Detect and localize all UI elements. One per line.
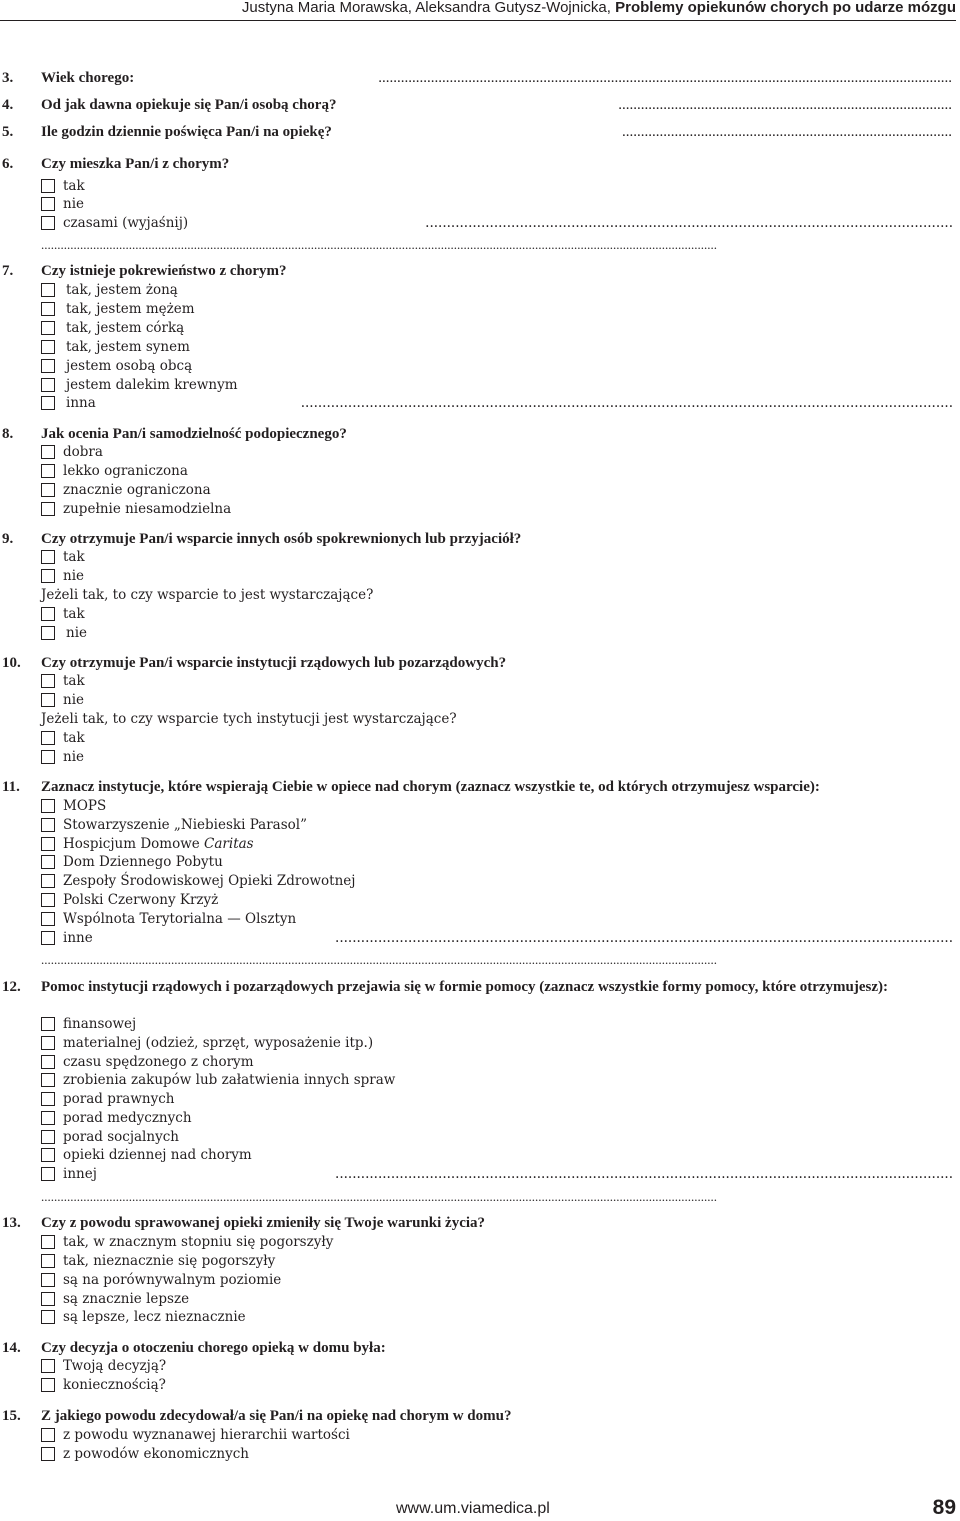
checkbox[interactable] bbox=[41, 674, 55, 688]
question-number: 13. bbox=[2, 1215, 21, 1231]
question-q7 bbox=[0, 262, 960, 280]
question-text: Ile godzin dziennie poświęca Pan/i na opiekę? bbox=[41, 124, 332, 140]
checkbox[interactable] bbox=[41, 1073, 55, 1087]
question-number: 7. bbox=[2, 263, 14, 279]
question-q4 bbox=[0, 96, 960, 114]
option-label: koniecznością? bbox=[63, 1377, 166, 1393]
q7-option[interactable] bbox=[41, 394, 953, 412]
option-label: tak bbox=[63, 673, 85, 689]
option-label: są na porównywalnym poziomie bbox=[63, 1272, 282, 1288]
checkbox[interactable] bbox=[41, 1378, 55, 1392]
option-label: opieki dziennej nad chorym bbox=[63, 1147, 252, 1163]
followup-question: Jeżeli tak, to czy wsparcie tych instytucji jest wystarczające? bbox=[41, 711, 457, 727]
option-label: tak, w znacznym stopniu się pogorszyły bbox=[63, 1234, 334, 1250]
question-number: 4. bbox=[2, 97, 14, 113]
question-text: Z jakiego powodu zdecydował/a się Pan/i na opiekę nad chorym w domu? bbox=[41, 1408, 512, 1424]
checkbox[interactable] bbox=[41, 283, 55, 297]
question-q13 bbox=[0, 1214, 960, 1232]
answer-dots[interactable]: ........................................................................................................................... bbox=[425, 215, 953, 231]
answer-dots[interactable]: ................................................................................................................................................ bbox=[335, 1166, 953, 1182]
checkbox[interactable] bbox=[41, 893, 55, 907]
option-label: są znacznie lepsze bbox=[63, 1291, 190, 1307]
question-number: 14. bbox=[2, 1340, 21, 1356]
option-label: Hospicjum Domowe Caritas bbox=[63, 836, 254, 852]
question-number: 6. bbox=[2, 156, 14, 172]
checkbox[interactable] bbox=[41, 1273, 55, 1287]
checkbox[interactable] bbox=[41, 340, 55, 354]
checkbox[interactable] bbox=[41, 483, 55, 497]
question-number: 8. bbox=[2, 426, 14, 442]
option-label: porad prawnych bbox=[63, 1091, 175, 1107]
question-text: Pomoc instytucji rządowych i pozarządowych przejawia się w formie pomocy (zaznacz wszystkie formy pomocy, które otrzymujesz): bbox=[41, 979, 889, 995]
checkbox[interactable] bbox=[41, 321, 55, 335]
option-label: tak, jestem córką bbox=[66, 320, 185, 336]
checkbox[interactable] bbox=[41, 1359, 55, 1373]
checkbox[interactable] bbox=[41, 1254, 55, 1268]
option-label: nie bbox=[63, 749, 85, 765]
checkbox[interactable] bbox=[41, 179, 55, 193]
question-number: 15. bbox=[2, 1408, 21, 1424]
checkbox[interactable] bbox=[41, 1292, 55, 1306]
option-label: tak bbox=[63, 549, 85, 565]
answer-dotline[interactable]: ................................................................................................................................................................................................................ bbox=[41, 1190, 717, 1204]
answer-dots[interactable]: ........................................................................................ bbox=[622, 124, 952, 140]
checkbox[interactable] bbox=[41, 216, 55, 230]
checkbox[interactable] bbox=[41, 359, 55, 373]
checkbox[interactable] bbox=[41, 569, 55, 583]
option-label: Zespoły Środowiskowej Opieki Zdrowotnej bbox=[63, 873, 356, 889]
question-text: Czy z powodu sprawowanej opieki zmieniły się Twoje warunki życia? bbox=[41, 1215, 486, 1231]
option-label-italic: Caritas bbox=[204, 836, 254, 852]
option-label: jestem dalekim krewnym bbox=[66, 377, 238, 393]
q12-option[interactable] bbox=[41, 1165, 953, 1183]
option-label: jestem osobą obcą bbox=[66, 358, 193, 374]
checkbox[interactable] bbox=[41, 874, 55, 888]
answer-dots[interactable]: ......................................................................................... bbox=[618, 97, 952, 113]
option-label: tak bbox=[63, 730, 85, 746]
checkbox[interactable] bbox=[41, 1428, 55, 1442]
question-number: 12. bbox=[2, 979, 21, 995]
checkbox[interactable] bbox=[41, 931, 55, 945]
option-label: tak, jestem mężem bbox=[66, 301, 195, 317]
question-q6 bbox=[0, 155, 960, 173]
question-number: 3. bbox=[2, 70, 14, 86]
question-q15 bbox=[0, 1407, 960, 1425]
option-label: finansowej bbox=[63, 1016, 137, 1032]
checkbox[interactable] bbox=[41, 1148, 55, 1162]
option-label: materialnej (odzież, sprzęt, wyposażenie itp.) bbox=[63, 1035, 374, 1051]
question-q14 bbox=[0, 1339, 960, 1357]
checkbox[interactable] bbox=[41, 1447, 55, 1461]
option-label: Twoją decyzją? bbox=[63, 1358, 167, 1374]
checkbox[interactable] bbox=[41, 1017, 55, 1031]
option-label: inne bbox=[63, 930, 93, 946]
option-label: MOPS bbox=[63, 798, 107, 814]
question-number: 10. bbox=[2, 655, 21, 671]
option-label: nie bbox=[63, 196, 85, 212]
checkbox[interactable] bbox=[41, 1235, 55, 1249]
footer-url: www.um.viamedica.pl bbox=[396, 1500, 550, 1517]
option-label: Stowarzyszenie „Niebieski Parasol” bbox=[63, 817, 308, 833]
option-label: tak, nieznacznie się pogorszyły bbox=[63, 1253, 276, 1269]
option-label: zupełnie niesamodzielna bbox=[63, 501, 232, 517]
question-text: Jak ocenia Pan/i samodzielność podopiecznego? bbox=[41, 426, 347, 442]
checkbox[interactable] bbox=[41, 1167, 55, 1181]
option-label: tak, jestem synem bbox=[66, 339, 190, 355]
question-text: Czy mieszka Pan/i z chorym? bbox=[41, 156, 230, 172]
question-number: 9. bbox=[2, 531, 14, 547]
option-label: z powodu wyznanawej hierarchii wartości bbox=[63, 1427, 350, 1443]
answer-dotline[interactable]: ................................................................................................................................................................................................................ bbox=[41, 953, 717, 967]
checkbox[interactable] bbox=[41, 445, 55, 459]
question-text: Czy istnieje pokrewieństwo z chorym? bbox=[41, 263, 287, 279]
checkbox[interactable] bbox=[41, 464, 55, 478]
checkbox[interactable] bbox=[41, 396, 55, 410]
option-label: inna bbox=[66, 395, 96, 411]
checkbox[interactable] bbox=[41, 1092, 55, 1106]
option-label: z powodów ekonomicznych bbox=[63, 1446, 249, 1462]
option-label: zrobienia zakupów lub załatwienia innych spraw bbox=[63, 1072, 396, 1088]
q11-option[interactable] bbox=[41, 929, 953, 947]
option-label: tak bbox=[63, 178, 85, 194]
checkbox[interactable] bbox=[41, 693, 55, 707]
question-q8 bbox=[0, 425, 960, 443]
checkbox[interactable] bbox=[41, 912, 55, 926]
option-label: tak, jestem żoną bbox=[66, 282, 178, 298]
question-q11 bbox=[0, 778, 960, 796]
answer-dots[interactable]: ................................................................................................................................................ bbox=[335, 930, 953, 946]
question-text: Od jak dawna opiekuje się Pan/i osobą chorą? bbox=[41, 97, 337, 113]
checkbox[interactable] bbox=[41, 502, 55, 516]
option-label: Polski Czerwony Krzyż bbox=[63, 892, 219, 908]
question-number: 5. bbox=[2, 124, 14, 140]
question-number: 11. bbox=[2, 779, 20, 795]
checkbox[interactable] bbox=[41, 1111, 55, 1125]
option-label: innej bbox=[63, 1166, 97, 1182]
checkbox[interactable] bbox=[41, 818, 55, 832]
option-label: czasami (wyjaśnij) bbox=[63, 215, 189, 231]
option-label: lekko ograniczona bbox=[63, 463, 188, 479]
checkbox[interactable] bbox=[41, 550, 55, 564]
checkbox[interactable] bbox=[41, 378, 55, 392]
question-text: Czy otrzymuje Pan/i wsparcie instytucji rządowych lub pozarządowych? bbox=[41, 655, 507, 671]
option-label: znacznie ograniczona bbox=[63, 482, 211, 498]
option-label: porad socjalnych bbox=[63, 1129, 179, 1145]
question-text: Zaznacz instytucje, które wspierają Ciebie w opiece nad chorym (zaznacz wszystkie te, od których otrzymujesz wsparcie): bbox=[41, 779, 820, 795]
followup-question: Jeżeli tak, to czy wsparcie to jest wystarczające? bbox=[41, 587, 374, 603]
checkbox[interactable] bbox=[41, 1130, 55, 1144]
answer-dots[interactable]: ........................................................................................................................................................ bbox=[300, 395, 953, 411]
option-label: Wspólnota Terytorialna — Olsztyn bbox=[63, 911, 297, 927]
question-q12 bbox=[0, 978, 960, 1016]
running-head-title: Problemy opiekunów chorych po udarze mózgu bbox=[615, 0, 956, 16]
option-label: nie bbox=[63, 568, 85, 584]
option-label: są lepsze, lecz nieznacznie bbox=[63, 1309, 246, 1325]
running-head-authors: Justyna Maria Morawska, Aleksandra Gutysz-Wojnicka, bbox=[241, 0, 616, 16]
checkbox[interactable] bbox=[41, 626, 55, 640]
checkbox[interactable] bbox=[41, 1310, 55, 1324]
option-label: nie bbox=[63, 692, 85, 708]
question-text: Wiek chorego: bbox=[41, 70, 135, 86]
checkbox[interactable] bbox=[41, 731, 55, 745]
checkbox[interactable] bbox=[41, 302, 55, 316]
checkbox[interactable] bbox=[41, 750, 55, 764]
checkbox[interactable] bbox=[41, 1055, 55, 1069]
option-label: tak bbox=[63, 606, 85, 622]
option-label: nie bbox=[66, 625, 88, 641]
option-label: Dom Dziennego Pobytu bbox=[63, 854, 223, 870]
checkbox[interactable] bbox=[41, 799, 55, 813]
option-label: porad medycznych bbox=[63, 1110, 192, 1126]
option-label: czasu spędzonego z chorym bbox=[63, 1054, 254, 1070]
checkbox[interactable] bbox=[41, 1036, 55, 1050]
checkbox[interactable] bbox=[41, 837, 55, 851]
answer-dotline[interactable]: ................................................................................................................................................................................................................ bbox=[41, 238, 717, 252]
question-text: Czy otrzymuje Pan/i wsparcie innych osób spokrewnionych lub przyjaciół? bbox=[41, 531, 522, 547]
option-label: dobra bbox=[63, 444, 103, 460]
question-q10 bbox=[0, 654, 960, 672]
q6-option[interactable] bbox=[41, 214, 953, 232]
question-q3 bbox=[0, 69, 960, 87]
answer-dots[interactable]: ......................................................................................................................................................... bbox=[378, 70, 952, 86]
checkbox[interactable] bbox=[41, 607, 55, 621]
question-q5 bbox=[0, 123, 960, 141]
question-q9 bbox=[0, 530, 960, 548]
question-text: Czy decyzja o otoczeniu chorego opieką w domu była: bbox=[41, 1340, 386, 1356]
checkbox[interactable] bbox=[41, 855, 55, 869]
checkbox[interactable] bbox=[41, 197, 55, 211]
page-number: 89 bbox=[932, 1496, 956, 1519]
